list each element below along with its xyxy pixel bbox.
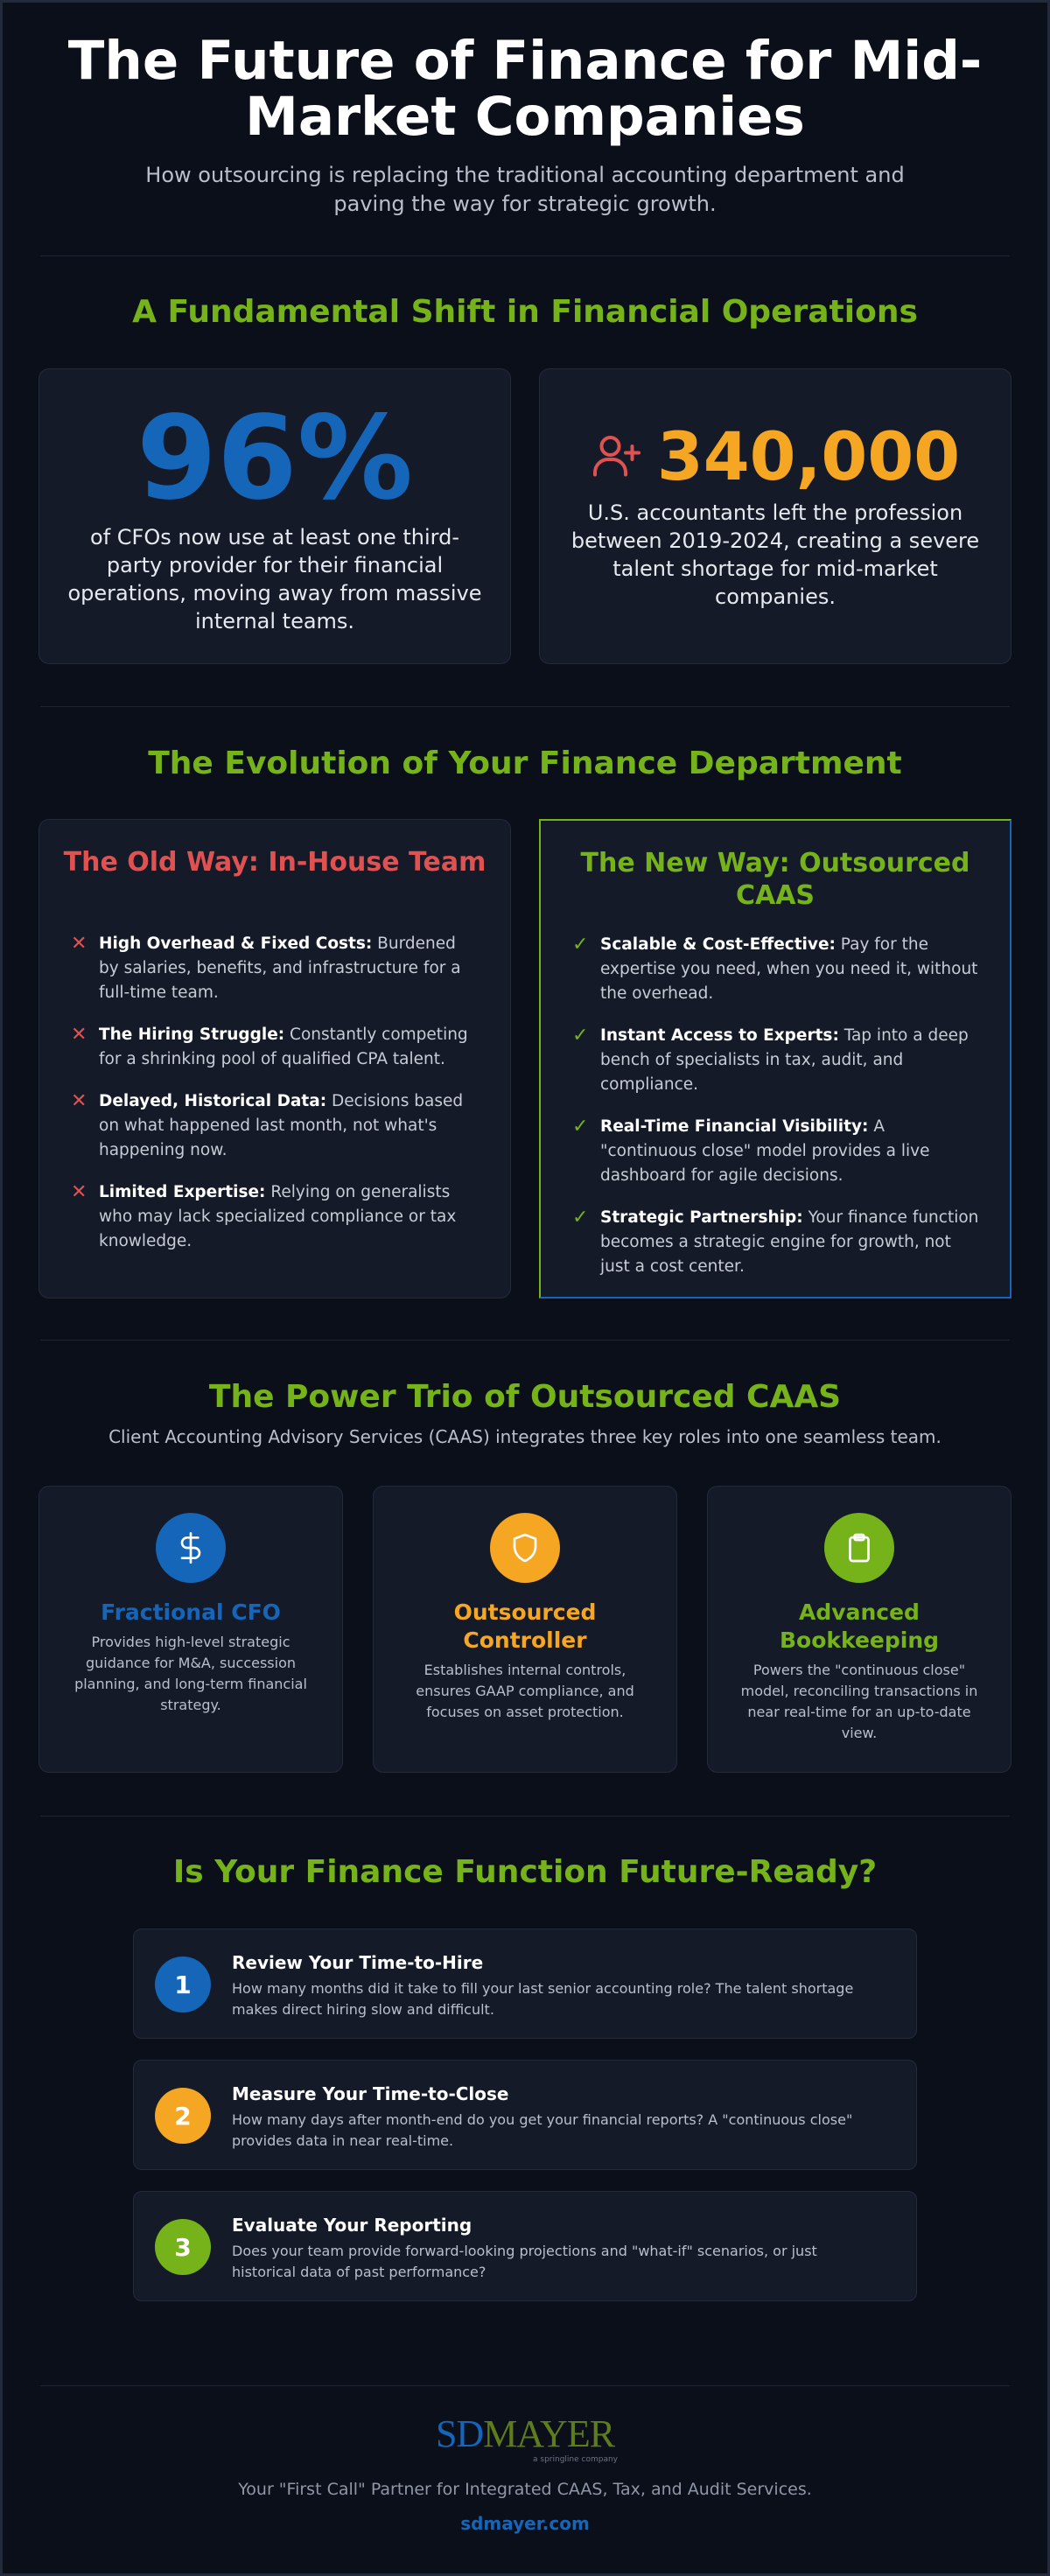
trio-desc-cfo: Provides high-level strategic guidance for M&A, succession planning, and long-term financial strategy.	[74, 1634, 307, 1713]
new-way-card	[539, 819, 1012, 1298]
stat-card-cfos	[38, 368, 511, 664]
item-text: Pay for the expertise you need, when you need it, without the overhead.	[600, 935, 978, 1003]
step-title: Measure Your Time-to-Close	[232, 2083, 509, 2104]
trio-card-bookkeeping	[707, 1486, 1012, 1773]
item-text: Constantly competing for a shrinking pool of qualified CPA talent.	[99, 1026, 468, 1068]
list-item	[570, 933, 980, 1006]
check-icon: ✓	[572, 934, 589, 956]
step-desc: How many months did it take to fill your last senior accounting role? The talent shortage makes direct hiring slow and difficult.	[232, 1980, 854, 2018]
item-text: Your finance function becomes a strategic engine for growth, not just a cost center.	[600, 1208, 979, 1276]
stat-value-340000: 340,000	[656, 417, 961, 495]
list-item	[69, 932, 480, 1005]
check-icon: ✓	[572, 1116, 589, 1138]
user-plus-icon	[591, 429, 643, 485]
clipboard-icon	[824, 1513, 894, 1583]
trio-name-bookkeeping: Advanced Bookkeeping	[779, 1600, 940, 1653]
page-title: The Future of Finance for Mid-Market Companies	[67, 30, 983, 148]
trio-card-controller	[373, 1486, 677, 1773]
footer-link[interactable]: sdmayer.com	[460, 2513, 590, 2534]
page-subtitle: How outsourcing is replacing the traditional accounting department and paving the way for strategic growth.	[145, 163, 905, 216]
divider	[40, 2385, 1010, 2386]
item-text: Relying on generalists who may lack specialized compliance or tax knowledge.	[99, 1183, 457, 1250]
item-heading: Strategic Partnership:	[600, 1208, 803, 1227]
old-way-card	[38, 819, 511, 1298]
step-title: Evaluate Your Reporting	[232, 2215, 472, 2236]
item-heading: The Hiring Struggle:	[99, 1026, 285, 1044]
divider	[40, 706, 1010, 707]
shield-icon	[490, 1513, 560, 1583]
company-logo	[429, 2412, 621, 2466]
step-title: Review Your Time-to-Hire	[232, 1952, 484, 1973]
check-icon: ✓	[572, 1207, 589, 1228]
x-icon: ✕	[71, 933, 88, 955]
new-way-list	[570, 933, 980, 1297]
trio-name-cfo: Fractional CFO	[101, 1600, 281, 1625]
step-card-2	[133, 2060, 917, 2170]
section-title-shift: A Fundamental Shift in Financial Operations	[132, 294, 918, 330]
trio-subtitle: Client Accounting Advisory Services (CAAS) integrates three key roles into one seamless team.	[108, 1426, 942, 1447]
x-icon: ✕	[71, 1181, 88, 1203]
item-heading: Limited Expertise:	[99, 1183, 266, 1201]
item-heading: Instant Access to Experts:	[600, 1026, 839, 1045]
trio-card-cfo	[38, 1486, 343, 1773]
item-heading: High Overhead & Fixed Costs:	[99, 934, 373, 953]
new-way-title: The New Way: Outsourced CAAS	[580, 848, 970, 911]
list-item	[69, 1089, 480, 1163]
item-heading: Real-Time Financial Visibility:	[600, 1117, 869, 1136]
item-heading: Scalable & Cost-Effective:	[600, 935, 836, 954]
list-item	[570, 1024, 980, 1097]
check-icon: ✓	[572, 1025, 589, 1046]
step-card-1	[133, 1928, 917, 2039]
step-desc: How many days after month-end do you get your financial reports? A "continuous close" provides data in near real-time.	[232, 2111, 853, 2149]
step-number: 1	[155, 1956, 211, 2012]
stat-text-cfos: of CFOs now use at least one third-party provider for their financial operations, moving away from massive internal teams.	[67, 525, 482, 634]
step-card-3	[133, 2191, 917, 2301]
list-item	[570, 1115, 980, 1188]
list-item	[69, 1180, 480, 1254]
stat-text-accountants: U.S. accountants left the profession between 2019-2024, creating a severe talent shortage for mid-market companies.	[570, 500, 980, 609]
step-number: 2	[155, 2088, 211, 2144]
x-icon: ✕	[71, 1090, 88, 1112]
list-item	[570, 1206, 980, 1279]
step-desc: Does your team provide forward-looking projections and "what-if" scenarios, or just historical data of past performance?	[232, 2243, 817, 2280]
item-text: Tap into a deep bench of specialists in tax, audit, and compliance.	[600, 1026, 969, 1094]
trio-desc-controller: Establishes internal controls, ensures GAAP compliance, and focuses on asset protection.	[416, 1662, 634, 1720]
section-title-trio: The Power Trio of Outsourced CAAS	[208, 1379, 842, 1415]
trio-desc-bookkeeping: Powers the "continuous close" model, reconciling transactions in near real-time for an up-to-date view.	[740, 1662, 978, 1741]
logo-tagline: a springline company	[533, 2455, 618, 2464]
item-text: Decisions based on what happened last month, not what's happening now.	[99, 1092, 464, 1159]
stat-value-96: 96%	[136, 391, 413, 526]
trio-name-controller: Outsourced Controller	[453, 1600, 597, 1653]
footer-tagline: Your "First Call" Partner for Integrated CAAS, Tax, and Audit Services.	[238, 2480, 812, 2499]
footer	[0, 2412, 1050, 2534]
item-text: Burdened by salaries, benefits, and infrastructure for a full-time team.	[99, 934, 461, 1002]
logo-mayer: MAYER	[483, 2412, 615, 2455]
list-item	[69, 1023, 480, 1072]
section-title-evolution: The Evolution of Your Finance Department	[148, 746, 902, 781]
x-icon: ✕	[71, 1024, 88, 1046]
section-title-ready: Is Your Finance Function Future-Ready?	[172, 1854, 878, 1890]
header	[0, 30, 1050, 219]
step-number: 3	[155, 2219, 211, 2275]
stat-card-accountants	[539, 368, 1012, 664]
dollar-icon	[156, 1513, 226, 1583]
old-way-title: The Old Way: In-House Team	[63, 847, 486, 878]
old-way-list	[69, 932, 480, 1271]
logo-sd: SD	[435, 2412, 484, 2455]
item-heading: Delayed, Historical Data:	[99, 1092, 327, 1110]
item-text: A "continuous close" model provides a live dashboard for agile decisions.	[600, 1117, 930, 1185]
